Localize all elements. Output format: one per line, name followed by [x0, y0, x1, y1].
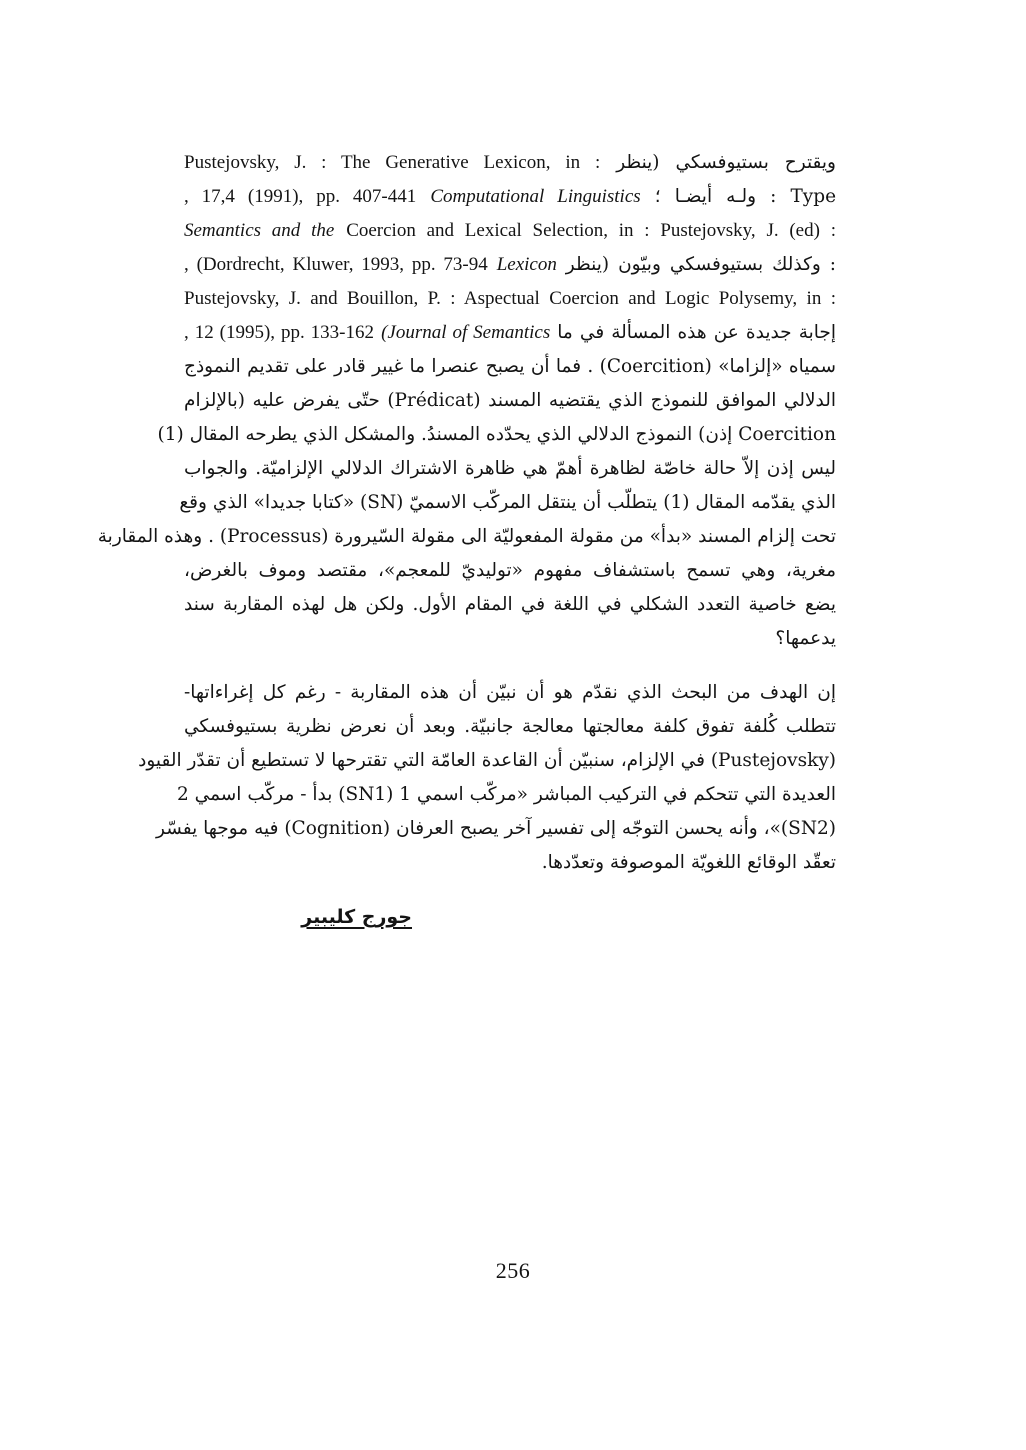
latin-text: , (Dordrecht, Kluwer, 1993, pp. 73-94: [184, 254, 488, 275]
paragraph-1-line: [184, 588, 836, 622]
arabic-text: سمياه «إلزاما» (Coercition) . فما أن يصبح عنصرا ما غيير قادر على تقديم النموذج: [184, 356, 836, 377]
arabic-text: يدعمها؟: [775, 628, 836, 649]
paragraph-1-line: [184, 146, 836, 180]
latin-text: Semantics and the: [184, 220, 335, 241]
paragraph-1-line: [157, 418, 836, 452]
paragraph-2-line: [184, 710, 836, 744]
paragraph-1-line: [184, 384, 836, 418]
latin-text: Coercion and Lexical Selection, in : Pustejovsky, J. (ed) :: [346, 220, 836, 241]
author-signature: جورج كليبير: [301, 906, 412, 928]
latin-text: Pustejovsky, J. and Bouillon, P. : Aspectual Coercion and Logic Polysemy, in :: [184, 288, 836, 309]
paragraph-1-line: [184, 622, 836, 656]
arabic-text: إجابة جديدة عن هذه المسألة في ما: [557, 322, 836, 343]
paragraph-1-line: [184, 452, 836, 486]
paragraph-2-line: [177, 778, 836, 812]
latin-text: Lexicon: [496, 254, 557, 275]
paragraph-1-line: [97, 520, 836, 554]
arabic-text: يضع خاصية التعدد الشكلي في اللغة في المقام الأول. ولكن هل لهذه المقاربة سند: [184, 594, 836, 615]
paragraph-1-line: [184, 316, 836, 350]
latin-text: Computational Linguistics: [430, 186, 641, 207]
arabic-text: تتطلب كُلفة تفوق كلفة معالجتها معالجة جانبيّة. وبعد أن نعرض نظرية بستيوفسكي: [184, 716, 836, 737]
arabic-text: تحت إلزام المسند «بدأ» من مقولة المفعوليّة الى مقولة السّيرورة (Processus) . وهذه المقاربة: [97, 526, 836, 547]
latin-text: , 12 (1995), pp. 133-162: [184, 322, 374, 343]
arabic-text: تعقّد الوقائع اللغويّة الموصوفة وتعدّدها.: [541, 852, 836, 873]
page-number: 256: [495, 1258, 531, 1283]
paragraph-2-line: [184, 846, 836, 880]
paragraph-1-line: [184, 350, 836, 384]
paragraph-2-line: [184, 676, 836, 710]
latin-text: Pustejovsky, J. : The Generative Lexicon, in :: [184, 152, 601, 173]
arabic-text: إن الهدف من البحث الذي نقدّم هو أن نبيّن أن هذه المقاربة - رغم كل إغراءاتها-: [184, 682, 836, 703]
latin-text: , 17,4 (1991), pp. 407-441: [184, 186, 417, 207]
latin-text: (Journal of Semantics: [381, 322, 551, 343]
arabic-text: (SN2)»، وأنه يحسن التوجّه إلى تفسير آخر يصبح العرفان (Cognition) فيه موجها يفسّر: [156, 818, 836, 839]
paragraph-1-line: [184, 554, 836, 588]
paragraph-1-line: [184, 180, 836, 214]
arabic-text: : وكذلك بستيوفسكي وبيّون (ينظر: [565, 254, 836, 275]
arabic-text: العديدة التي تتحكم في التركيب المباشر «مركّب اسمي 1 (SN1) بدأ - مركّب اسمي 2: [177, 784, 836, 805]
arabic-text: الدلالي الموافق للنموذج الذي يقتضيه المسند (Prédicat) حتّى يفرض عليه (بالإلزام: [184, 390, 836, 411]
paragraph-1-line: [184, 248, 836, 282]
paragraph-2-line: [138, 744, 836, 778]
arabic-text: (Pustejovsky) في الإلزام، سنبيّن أن القاعدة العامّة التي تقترحها لا تستطيع أن تقدّر القيود: [138, 750, 836, 771]
paragraph-1-line: [179, 486, 836, 520]
paragraph-2-line: [156, 812, 836, 846]
paragraph-1: [97, 146, 837, 656]
arabic-text: ويقترح بستيوفسكي (ينظر: [616, 152, 836, 173]
arabic-text: Type : ولـه أيضـا ؛: [654, 186, 837, 207]
arabic-text: الذي يقدّمه المقال (1) يتطلّب أن ينتقل المركّب الاسميّ (SN) «كتابا جديدا» الذي وقع: [179, 492, 836, 513]
arabic-text: ليس إذن إلاّ حالة خاصّة لظاهرة أهمّ هي ظاهرة الاشتراك الدلالي الإلزاميّة. والجواب: [184, 458, 836, 479]
paragraph-1-line: [184, 214, 836, 248]
paragraph-1-line: [184, 282, 836, 316]
paragraph-2: [138, 676, 836, 880]
arabic-text: مغرية، وهي تسمح باستشفاف مفهوم «توليديّ للمعجم»، مقتصد وموف بالغرض،: [184, 560, 836, 581]
arabic-text: Coercition إذن) النموذج الدلالي الذي يحدّده المسندُ. والمشكل الذي يطرحه المقال (1): [157, 424, 836, 445]
